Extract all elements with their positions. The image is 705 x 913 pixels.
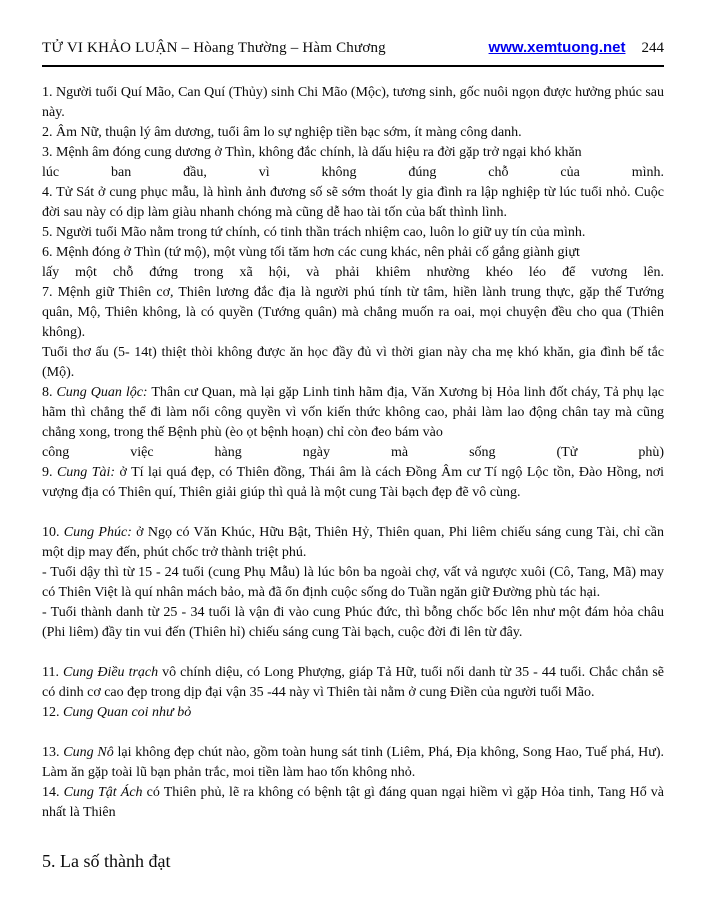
paragraph-8: 8. Cung Quan lộc: Thân cư Quan, mà lại gặp Linh tinh hãm địa, Văn Xương bị Hỏa linh đốt cháy, Tả phụ lạc hãm thì chẳng thể đi làm nổi công quyền vì vốn kiến thức không cao, phải làm lao động chân tay mà cũng chẳng xong, trong thế Bệnh phù (èo ọt bệnh hoạn) chỉ còn đeo bám vào — [42, 385, 665, 440]
blank-line — [42, 503, 664, 523]
paragraph-6: 6. Mệnh đóng ở Thìn (tứ mộ), một vùng tối tăm hơn các cung khác, nên phải cố gắng giành giựt — [42, 245, 580, 260]
paragraph-3: 3. Mệnh âm đóng cung dương ở Thìn, không đắc chính, là dấu hiệu ra đời gặp trở ngại khó khăn — [42, 145, 582, 160]
paragraph-10-bullet-1: - Tuổi dậy thì từ 15 - 24 tuổi (cung Phụ Mẫu) là lúc bôn ba ngoài chợ, vất vả ngược xuôi (Cô, Tang, Mã) may có Thiên Việt là quí nhân mách bảo, mà đã ổn định cuộc sống do Tuần ngăn giữ Đường phù tác hại. — [42, 565, 664, 600]
paragraph-2: 2. Âm Nữ, thuận lý âm dương, tuổi âm lo sự nghiệp tiền bạc sớm, ít màng công danh. — [42, 125, 522, 140]
paragraph-3-justified-line: lúc ban đầu, vì không đúng chỗ của mình. — [42, 165, 664, 180]
blank-line — [42, 723, 664, 743]
paragraph-8-justified-line: công việc hàng ngày mà sống (Tử phù) — [42, 445, 664, 460]
header-title: TỬ VI KHẢO LUẬN – Hòang Thường – Hàm Chương — [42, 40, 386, 56]
document-body — [42, 83, 664, 873]
paragraph-13: 13. Cung Nô lại không đẹp chút nào, gồm toàn hung sát tinh (Liêm, Phá, Địa không, Song Hao, Tuế phá, Hư). Làm ăn gặp toài lũ bạn phản trắc, moi tiền làm hao tốn không nhỏ. — [42, 745, 664, 780]
header-right — [489, 38, 664, 58]
paragraph-7-continuation: Tuổi thơ ấu (5- 14t) thiệt thòi không được ăn học đầy đủ vì thời gian này cha mẹ khó khăn, gia đình bế tắc (Mộ). — [42, 345, 664, 380]
paragraph-4: 4. Tử Sát ở cung phục mẫu, là hình ảnh đương số sẽ sớm thoát ly gia đình ra lập nghiệp từ lúc tuổi nhỏ. Cuộc đời sau này có dịp làm giàu nhanh chóng mà cũng dễ hao tài tốn của bất thình lình. — [42, 185, 664, 220]
paragraph-1: 1. Người tuổi Quí Mão, Can Quí (Thủy) sinh Chi Mão (Mộc), tương sinh, gốc nuôi ngọn được hưởng phúc sau này. — [42, 85, 664, 120]
blank-line — [42, 643, 664, 663]
page-header — [42, 38, 664, 58]
section-heading: 5. La số thành đạt — [42, 851, 171, 871]
paragraph-6-justified-line: lấy một chỗ đứng trong xã hội, và phải khiêm nhường khéo léo để vương lên. — [42, 265, 664, 280]
paragraph-9: 9. Cung Tài: ở Tí lại quá đẹp, có Thiên đồng, Thái âm là cách Đồng Âm cư Tí ngộ Lộc tồn, Đào Hồng, nơi vượng địa có Thiên quí, Thiên giải giúp thì quả là một cung Tài bạch đẹp đẽ vô cùng. — [42, 465, 664, 500]
paragraph-12: 12. Cung Quan coi như bỏ — [42, 705, 192, 720]
paragraph-10: 10. Cung Phúc: ở Ngọ có Văn Khúc, Hữu Bật, Thiên Hỷ, Thiên quan, Phi liêm chiếu sáng cung Tài, chỉ cần một dịp may đến, phút chốc trở thành triệt phú. — [42, 525, 665, 560]
paragraph-11: 11. Cung Điều trạch vô chính diệu, có Long Phượng, giáp Tả Hữ, tuổi nổi danh từ 35 - 44 tuổi. Chắc chắn sẽ có dinh cơ cao đẹp trong dịp đại vận 35 -44 này vì Thiên tài nằm ở cung Điền của người tuổi Mão. — [42, 665, 664, 700]
header-rule — [42, 65, 664, 67]
paragraph-14: 14. Cung Tật Ách có Thiên phủ, lẽ ra không có bệnh tật gì đáng quan ngại hiềm vì gặp Hỏa tinh, Tang Hổ và nhất là Thiên — [42, 785, 665, 820]
page-number: 244 — [641, 40, 664, 56]
paragraph-5: 5. Người tuổi Mão nằm trong tứ chính, có tinh thần trách nhiệm cao, luôn lo giữ uy tín của mình. — [42, 225, 586, 240]
paragraph-7: 7. Mệnh giữ Thiên cơ, Thiên lương đắc địa là người phú tính từ tâm, hiền lành trung thực, gặp thế Tướng quân, Mộ, Thiên không, là có quyền (Tướng quân) mà chẳng muốn ra oai, mọi chuyện đều cho qua (Thiên không). — [42, 285, 664, 340]
website-link[interactable]: www.xemtuong.net — [488, 39, 626, 56]
paragraph-10-bullet-2: - Tuổi thành danh từ 25 - 34 tuổi là vận đi vào cung Phúc đức, thì bỗng chốc bốc lên như một đám hỏa châu (Phi liêm) đầy tin vui đến (Thiên hỉ) chiếu sáng cung Tài bạch, cuộc đời đi lên từ đây. — [42, 605, 664, 640]
